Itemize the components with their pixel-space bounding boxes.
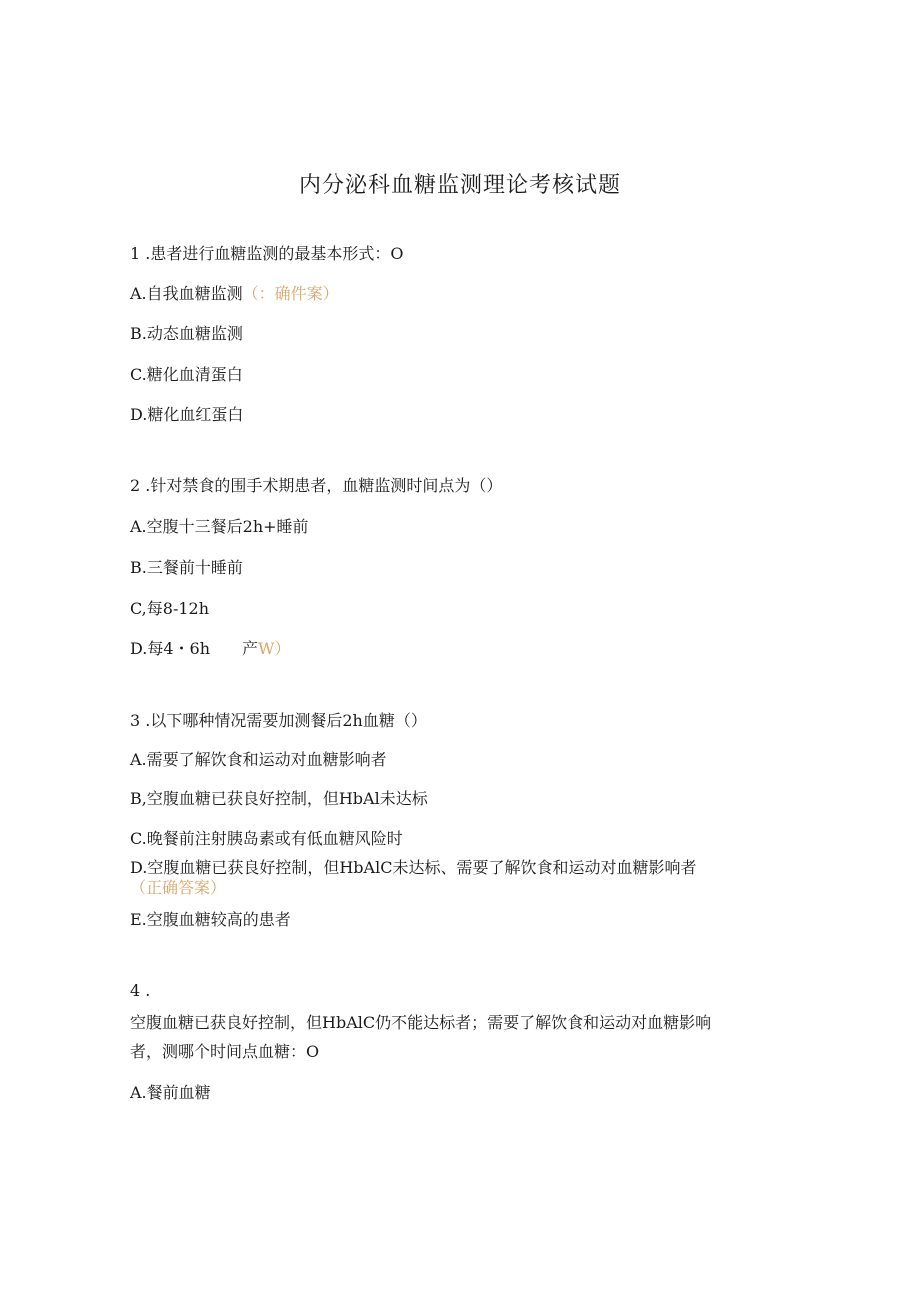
answer-mark: （正确答案） bbox=[130, 878, 227, 897]
question-1-stem: 1 .患者进行血糖监测的最基本形式：O bbox=[130, 244, 404, 263]
question-4-stem-line-1: 空腹血糖已获良好控制，但HbAlC仍不能达标者；需要了解饮食和运动对血糖影响 bbox=[130, 1013, 712, 1032]
question-3-option-c: C.晚餐前注射胰岛素或有低血糖风险时 bbox=[130, 829, 403, 848]
question-1-option-d: D.糖化血红蛋白 bbox=[130, 405, 244, 424]
question-1-option-c: C.糖化血清蛋白 bbox=[130, 365, 243, 384]
question-1-option-a bbox=[130, 284, 339, 304]
question-2-option-a: A.空腹十三餐后2h+睡前 bbox=[130, 517, 309, 536]
option-text: A.自我血糖监测 bbox=[130, 284, 243, 303]
question-2-stem: 2 .针对禁食的围手术期患者，血糖监测时间点为（） bbox=[130, 476, 503, 495]
question-4-stem-line-2: 者，测哪个时间点血糖：O bbox=[130, 1042, 320, 1061]
answer-mark: （：确件案） bbox=[242, 284, 339, 303]
answer-mark: W） bbox=[258, 639, 291, 658]
question-2-option-d bbox=[130, 639, 290, 659]
question-3-option-d bbox=[130, 858, 790, 898]
question-4-option-a: A.餐前血糖 bbox=[130, 1083, 211, 1102]
question-3-option-b: B,空腹血糖已获良好控制，但HbAl未达标 bbox=[130, 789, 428, 808]
question-2-option-b: B.三餐前十睡前 bbox=[130, 558, 243, 577]
question-3-stem: 3 .以下哪种情况需要加测餐后2h血糖（） bbox=[130, 711, 427, 730]
question-1-option-b: B.动态血糖监测 bbox=[130, 324, 243, 343]
question-3-option-a: A.需要了解饮食和运动对血糖影响者 bbox=[130, 750, 387, 769]
question-3-option-e: E.空腹血糖较高的患者 bbox=[130, 910, 291, 929]
question-2-option-c: C,每8-12h bbox=[130, 599, 210, 618]
option-text: D.每4・6h bbox=[130, 639, 211, 658]
page-title: 内分泌科血糖监测理论考核试题 bbox=[298, 173, 621, 198]
option-extra: 产 bbox=[242, 639, 259, 658]
question-4-number: 4 . bbox=[130, 981, 151, 1000]
option-text: D.空腹血糖已获良好控制，但HbAlC未达标、需要了解饮食和运动对血糖影响者 bbox=[130, 858, 697, 877]
